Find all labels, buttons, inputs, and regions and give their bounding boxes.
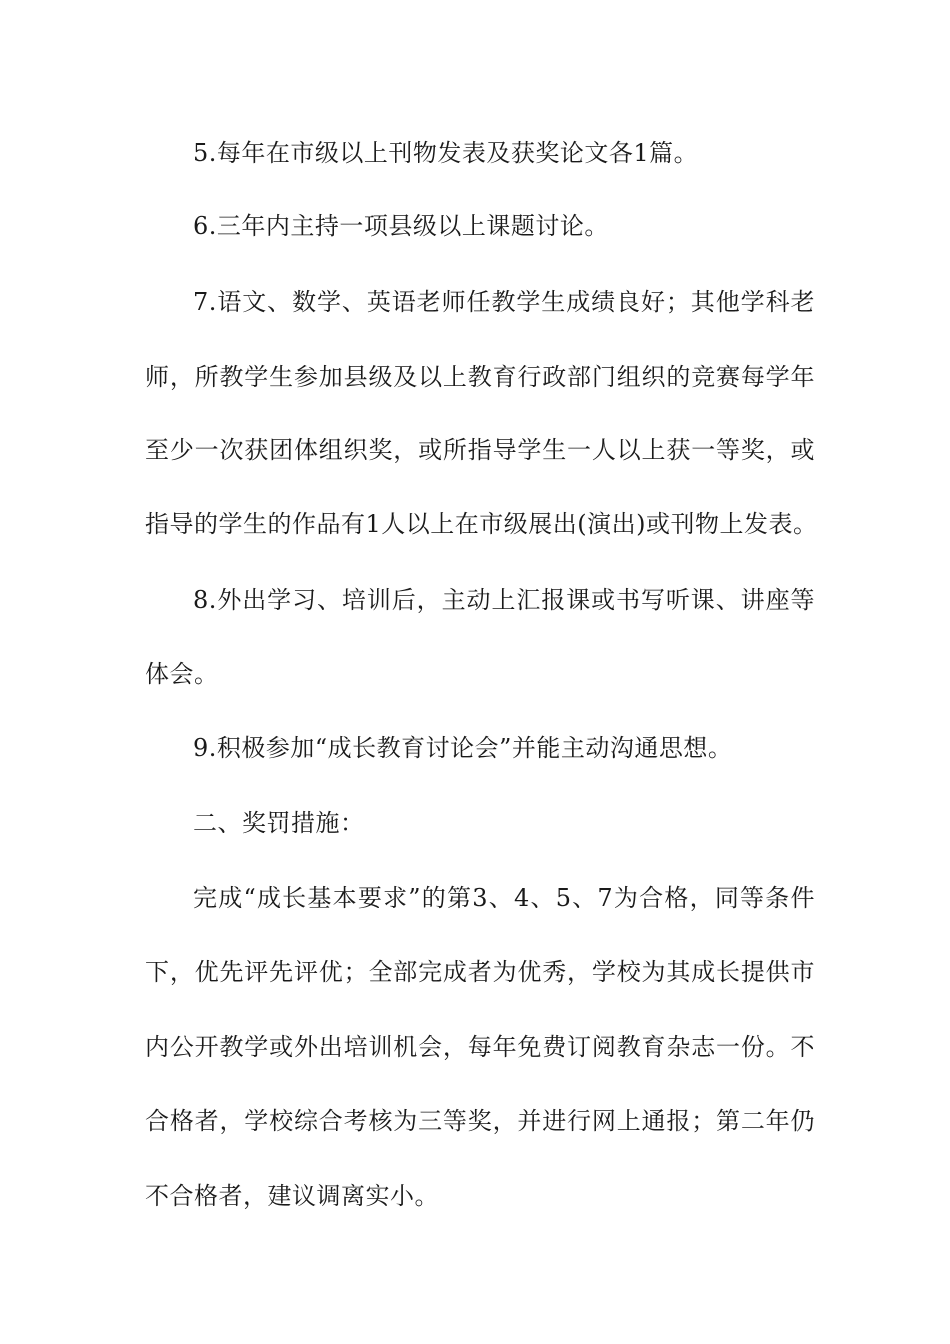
paragraph-item-7-line-3: 至少一次获团体组织奖，或所指导学生一人以上获一等奖，或 [145, 436, 815, 464]
paragraph-item-8-line-1: 8.外出学习、培训后，主动上汇报课或书写听课、讲座等 [193, 586, 815, 614]
paragraph-rewards-line-2: 下，优先评先评优；全部完成者为优秀，学校为其成长提供市 [145, 958, 815, 986]
paragraph-item-8-line-2: 体会。 [145, 660, 219, 688]
paragraph-rewards-line-3: 内公开教学或外出培训机会，每年免费订阅教育杂志一份。不 [145, 1033, 815, 1061]
paragraph-item-7-line-4: 指导的学生的作品有1人以上在市级展出(演出)或刊物上发表。 [145, 510, 818, 538]
paragraph-item-9: 9.积极参加“成长教育讨论会”并能主动沟通思想。 [193, 734, 733, 762]
paragraph-rewards-line-4: 合格者，学校综合考核为三等奖，并进行网上通报；第二年仍 [145, 1107, 815, 1135]
paragraph-item-7-line-1: 7.语文、数学、英语老师任教学生成绩良好；其他学科老 [193, 288, 815, 316]
paragraph-item-7-line-2: 师，所教学生参加县级及以上教育行政部门组织的竞赛每学年 [145, 363, 815, 391]
paragraph-item-5: 5.每年在市级以上刊物发表及获奖论文各1篇。 [193, 139, 699, 167]
section-heading-rewards: 二、奖罚措施： [193, 809, 365, 837]
paragraph-item-6: 6.三年内主持一项县级以上课题讨论。 [193, 212, 609, 240]
paragraph-rewards-line-5: 不合格者，建议调离实小。 [145, 1182, 439, 1210]
paragraph-rewards-line-1: 完成“成长基本要求”的第3、4、5、7为合格，同等条件 [193, 884, 815, 912]
